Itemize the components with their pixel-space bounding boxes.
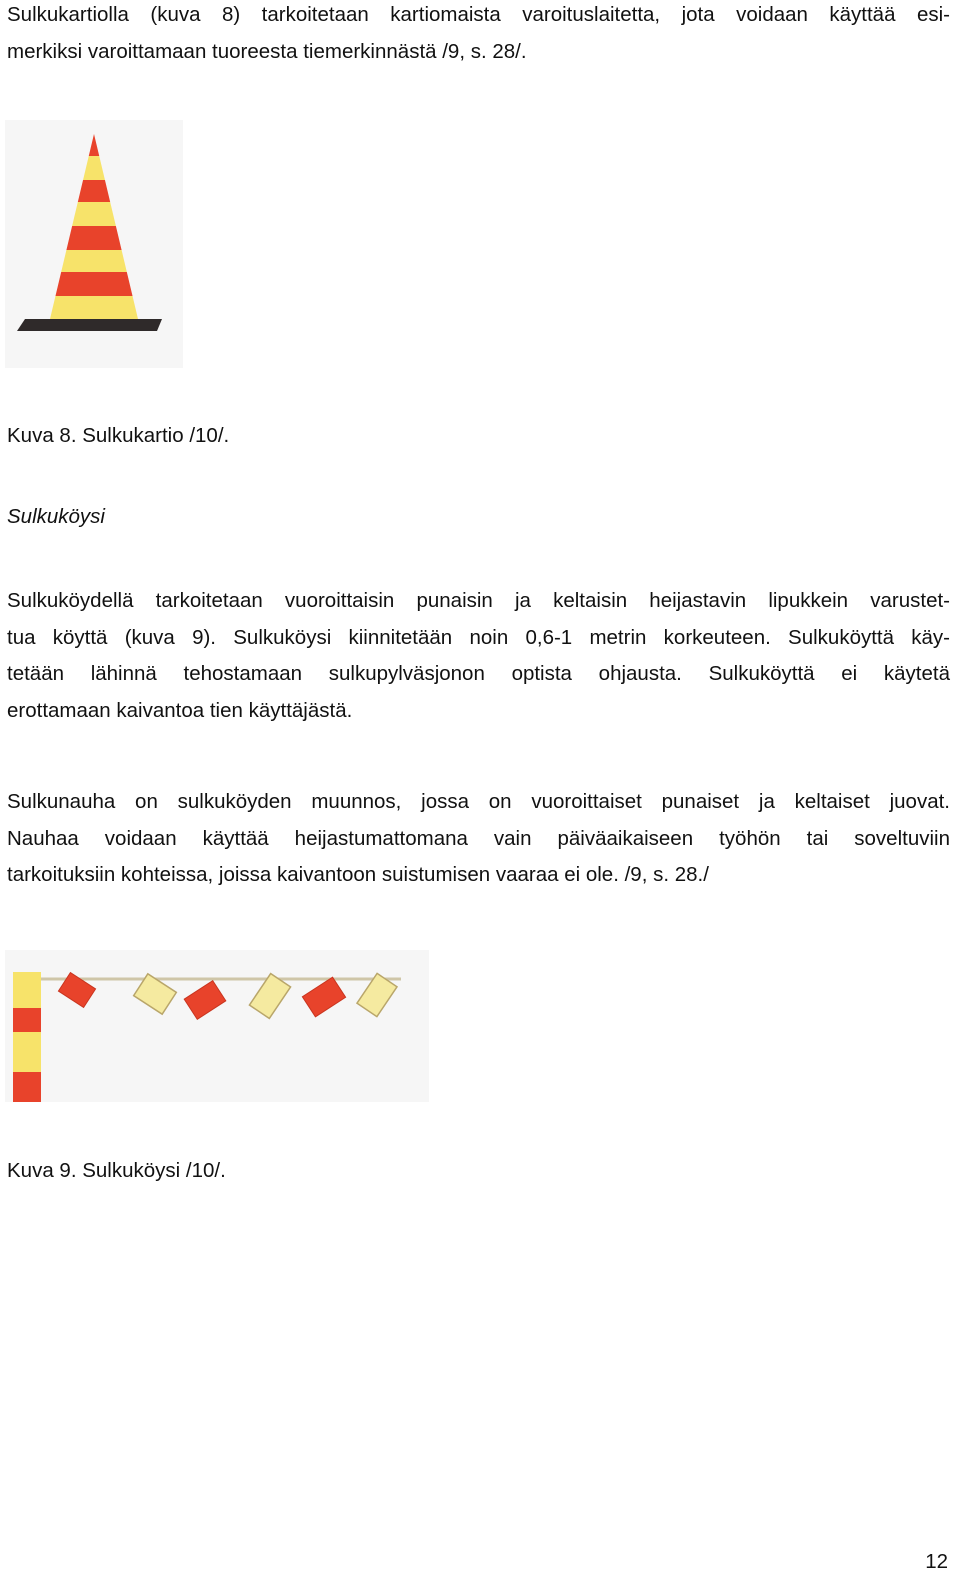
paragraph-2 <box>7 784 950 894</box>
section-heading: Sulkuköysi <box>7 505 105 528</box>
rope-flag-red <box>184 981 226 1020</box>
post-stripe-yellow <box>13 972 41 1008</box>
figure-9-caption: Kuva 9. Sulkuköysi /10/. <box>7 1159 226 1182</box>
intro-line-1: Sulkukartiolla (kuva 8) tarkoitetaan kartiomaista varoituslaitetta, jota voidaan käyttää esi- <box>7 3 950 26</box>
cone-stripe-red <box>5 226 183 250</box>
cone-stripe-yellow <box>5 250 183 272</box>
paragraph-2-line: tarkoituksiin kohteissa, joissa kaivantoon suistumisen vaaraa ei ole. /9, s. 28./ <box>7 863 709 886</box>
paragraph-1-line: erottamaan kaivantoa tien käyttäjästä. <box>7 698 353 722</box>
cone-base <box>17 319 162 331</box>
traffic-cone-illustration <box>5 120 183 368</box>
page-number: 12 <box>925 1550 948 1573</box>
paragraph-1-line: tua köyttä (kuva 9). Sulkuköysi kiinnitetään noin 0,6-1 metrin korkeuteen. Sulkuköyttä käy- <box>7 625 950 649</box>
cone-stripe-yellow <box>5 156 183 180</box>
paragraph-1-line: tetään lähinnä tehostamaan sulkupylväsjonon optista ohjausta. Sulkuköyttä ei käytetä <box>7 662 950 685</box>
cone-stripe-red <box>5 180 183 202</box>
figure-traffic-cone <box>5 120 183 368</box>
paragraph-2-line: Sulkunauha on sulkuköyden muunnos, jossa on vuoroittaiset punaiset ja keltaiset juovat. <box>7 790 950 813</box>
paragraph-1 <box>7 583 950 729</box>
cone-stripe-red <box>5 120 183 156</box>
intro-line-2: merkiksi varoittamaan tuoreesta tiemerkinnästä /9, s. 28/. <box>7 39 527 63</box>
paragraph-1-line: Sulkuköydellä tarkoitetaan vuoroittaisin punaisin ja keltaisin heijastavin lipukkein varustet- <box>7 589 950 612</box>
post-stripe-red <box>13 1072 41 1102</box>
intro-paragraph <box>7 0 950 70</box>
cone-stripe-yellow <box>5 296 183 319</box>
figure-barrier-rope <box>5 950 429 1102</box>
cone-stripe-red <box>5 272 183 296</box>
paragraph-2-line: Nauhaa voidaan käyttää heijastumattomana vain päiväaikaiseen työhön tai soveltuviin <box>7 826 950 850</box>
post-stripe-red <box>13 1008 41 1032</box>
cone-stripe-yellow <box>5 202 183 226</box>
barrier-rope-illustration <box>5 950 429 1102</box>
rope-flag-red <box>302 977 345 1017</box>
post-stripe-yellow <box>13 1032 41 1072</box>
figure-8-caption: Kuva 8. Sulkukartio /10/. <box>7 424 230 447</box>
